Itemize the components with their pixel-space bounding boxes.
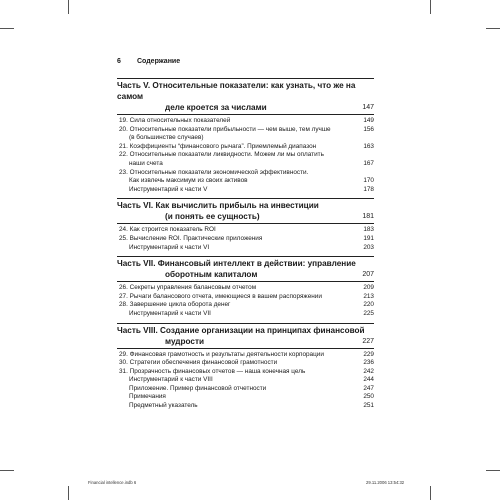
toc-entry [117,126,374,135]
toc-entry-title: 26. Секреты управления балансовым отчетом [119,284,257,292]
part-title-line2: мудрости [165,336,204,346]
toc-entry-continuation-text: Как извлечь максимум из своих активов [129,177,248,185]
toc-entry [117,284,374,293]
toc-entry-page: 178 [363,185,374,193]
part-title-line2: оборотным капиталом [165,270,258,280]
toc-entry-page: 250 [363,393,374,401]
toc-entry [117,235,374,244]
crop-mark [68,0,69,14]
toc-entry-page: 229 [363,350,374,358]
running-header [117,58,180,65]
page-number: 6 [117,58,121,65]
toc-entry-page: 251 [363,402,374,410]
part-title-line2: (и понять ее сущность) [165,212,260,222]
toc-entry [117,385,374,394]
part-title-line2: деле кроется за числами [165,103,267,112]
toc-entry-page [362,169,374,178]
footer-right: 29.11.2006 13:54:32 [366,480,405,485]
part-title-row2 [117,269,374,280]
toc-entry-page: 244 [363,376,374,384]
toc-entry-page: 225 [363,309,374,317]
toc-entry-title: 25. Вычисление ROI. Практические приложения [119,234,263,242]
table-of-contents [117,78,374,415]
toc-entry-continuation [117,134,374,143]
part-heading [117,198,374,224]
toc-entry-title: Примечания [129,393,166,401]
toc-entry [117,151,374,160]
toc-entry [117,351,374,360]
toc-entry-title: 27. Рычаги балансового отчета, имеющиеся в вашем распоряжении [119,292,322,300]
toc-entry-title: Инструментарий к части VIII [129,376,213,384]
crop-mark [68,486,69,500]
crop-mark [0,28,14,29]
toc-entry [117,226,374,235]
toc-entry-page [362,151,374,160]
toc-entry-title: Инструментарий к части VI [129,243,210,251]
toc-entry [117,169,374,178]
toc-entry-page: 203 [363,243,374,251]
crop-mark [0,470,14,471]
toc-entry-page: 209 [363,284,374,292]
toc-entry-title: 21. Коэффициенты “финансового рычага”. Приемлемый диапазон [119,142,317,150]
footer-left: Financial intellence.indb 6 [88,480,137,485]
toc-entry-page: 149 [363,117,374,124]
part-title-row2 [117,102,374,113]
toc-entry-title: Предметный указатель [129,402,198,410]
toc-entry-page: 163 [363,142,374,150]
part-title-line1: Часть VIII. Создание организации на принципах финансовой [117,325,365,335]
toc-entry-title: 19. Сила относительных показателей [119,117,231,124]
part-page-number: 181 [362,213,374,221]
toc-entry-page: 156 [363,125,374,133]
toc-entry [117,359,374,368]
toc-entry-page: 220 [363,301,374,309]
toc-entry [117,301,374,310]
toc-entry-title: Инструментарий к части VII [129,309,211,317]
toc-entry-title: 20. Относительные показатели прибыльности — чем выше, тем лучше [119,125,331,133]
crop-mark [486,470,500,471]
part-title-row2 [117,336,374,347]
toc-entry-continuation-text: наши счета [129,159,163,167]
toc-entry-page: 170 [363,177,374,185]
toc-entry [117,117,374,126]
crop-mark [486,28,500,29]
toc-entry [117,402,374,411]
header-title: Содержание [137,58,181,65]
toc-entry-page: 242 [363,367,374,375]
toc-entry-title: Приложение. Пример финансовой отчетности [129,384,267,392]
toc-entry-title: 24. Как строится показатель ROI [119,226,216,234]
toc-entry [117,310,374,319]
part-title-line1: Часть VI. Как вычислить прибыль на инвестиции [117,201,319,211]
crop-mark [430,0,431,14]
toc-entry-page: 247 [363,384,374,392]
toc-entry-continuation [117,177,374,186]
part-title-row2 [117,211,374,222]
part-heading [117,256,374,282]
toc-entry-continuation-text: (в большинстве случаев) [129,134,204,142]
toc-entry-title: Инструментарий к части V [129,185,208,193]
toc-entry-page: 183 [363,226,374,234]
toc-entry [117,143,374,152]
part-heading [117,78,374,115]
toc-entry-title: 22. Относительные показатели ликвидности. Можем ли мы оплатить [119,151,324,159]
toc-entry-title: 30. Стратегии обеспечения финансовой грамотности [119,359,278,367]
toc-entry-page: 167 [363,159,374,167]
toc-entry [117,393,374,402]
toc-entry [117,186,374,195]
toc-entry [117,376,374,385]
part-spacer [117,411,374,415]
part-page-number: 227 [362,337,374,345]
part-title-line1: Часть VII. Финансовый интеллект в действии: управление [117,259,356,269]
toc-entry-title: 23. Относительные показатели экономической эффективности. [119,168,309,176]
part-page-number: 147 [362,104,374,111]
crop-mark [430,486,431,500]
part-page-number: 207 [362,271,374,279]
toc-entry-title: 31. Прозрачность финансовых отчетов — наша конечная цель [119,367,306,375]
toc-entry-title: 29. Финансовая грамотность и результаты деятельности корпорации [119,350,324,358]
toc-entry-page: 213 [363,292,374,300]
toc-entry [117,244,374,253]
toc-entry [117,368,374,377]
part-title-line1: Часть V. Относительные показатели: как узнать, что же на самом [117,81,356,101]
toc-entry-title: 28. Завершение цикла оборота денег [119,301,231,309]
toc-entry-continuation [117,160,374,169]
toc-entry-page: 236 [363,359,374,367]
toc-entry-page: 191 [363,234,374,242]
part-heading [117,323,374,349]
